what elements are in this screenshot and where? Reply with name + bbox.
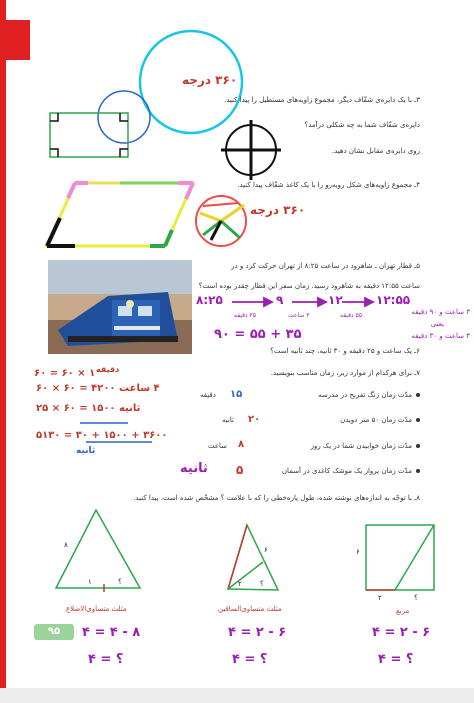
q6-work-2: ۴ ساعت ۴۲۰۰ = ۶۰ × ۶۰	[36, 383, 160, 394]
bottom-bar	[0, 688, 474, 703]
q3-handwritten-answer: ۳۶۰ درجه	[182, 73, 238, 87]
timeline-end: ۱۲:۵۵	[376, 293, 411, 307]
angle-sum-circle	[196, 196, 246, 246]
small-blue-circle	[98, 91, 150, 143]
rectangle-shape	[50, 113, 128, 157]
shape2-label: مثلث متساوی‌الساقین	[218, 605, 282, 613]
q7-title: ۷ـ برای هرکدام از موارد زیر، زمان مناسب بنویسید.	[270, 369, 420, 377]
q5-calc: ۳۵ + ۵۵ = ۹۰	[214, 327, 302, 342]
q7-unit: ساعت	[208, 442, 228, 450]
train-photo	[48, 260, 192, 354]
q6-work-4: ۳۶۰۰ + ۱۵۰۰ + ۳۰ = ۵۱۳۰	[36, 430, 168, 441]
q5-line1: ۵ـ قطار تهران ـ شاهرود در ساعت ۸:۲۵ از تهران حرکت کرد و در	[231, 262, 420, 270]
segment-minutes-2: ۵۵ دقیقه	[340, 312, 362, 319]
q6-work-3: ثانیه ۱۵۰۰ = ۶۰ × ۲۵	[36, 403, 141, 414]
shape1-label: مثلث متساوی‌الاضلاع	[66, 605, 127, 613]
q3-line2: روی دایره‌ی مقابل نشان دهید.	[331, 147, 420, 155]
square-shape	[366, 525, 434, 590]
q7-unit: ثانیه	[222, 416, 234, 424]
shape3-ans: ؟ = ۴	[378, 652, 414, 667]
shape3-base1: ۲	[378, 594, 382, 602]
q7-item: مدّت زمان زنگ تفریح در مدرسه	[318, 391, 420, 399]
shape1-ans: ؟ = ۴	[88, 652, 124, 667]
timeline-start: ۸:۲۵	[196, 293, 223, 307]
shape1-side: ۸	[64, 541, 68, 549]
timeline-9: ۹	[276, 293, 284, 307]
q8-title: ۸ـ با توجّه به اندازه‌های نوشته شده، طول پاره‌خطی را که با علامت ؟ مشخّص شده است، پیدا کنید.	[133, 494, 420, 502]
shape2-eq: ۶ - ۲ = ۴	[228, 625, 287, 640]
q4-title: ۴ـ مجموع زاویه‌های شکل روبه‌رو را با یک کاغذ شفّاف پیدا کنید.	[237, 181, 420, 189]
q7-unit: دقیقه	[200, 391, 216, 399]
timeline-12: ۱۲	[328, 293, 343, 307]
q7-item: مدّت زمان پرواز یک موشک کاغذی در آسمان	[282, 467, 420, 475]
q3-line1: دایره‌ی شفّاف شما به چه شکلی درآمد؟	[304, 121, 420, 129]
q5-note-3: ۴ ساعت و ۳۰ دقیقه	[411, 332, 470, 340]
page-number: ۹۵	[34, 624, 74, 640]
q6-work-4b: ثانیه	[76, 446, 96, 456]
parallelogram-shape	[47, 183, 193, 246]
q5-note-1: ۳ ساعت و ۹۰ دقیقه	[411, 308, 470, 316]
q6-work-1b: ۱ × ۶۰ = ۶۰	[34, 368, 96, 379]
equilateral-triangle	[56, 510, 140, 592]
q7-answer: ۱۵	[230, 389, 243, 400]
shape2-ans: ؟ = ۴	[232, 652, 268, 667]
segment-minutes-1: ۳۵ دقیقه	[234, 312, 256, 319]
q6-work-1a: دقیقه	[96, 365, 120, 374]
q7-answer: ۵	[236, 463, 244, 477]
q7-item: مدّت زمان ۵۰ متر دویدن	[340, 416, 420, 424]
q7-answer: ۸	[238, 439, 245, 450]
segment-hours: ۳ ساعت	[288, 312, 310, 319]
shape3-side: ۶	[356, 548, 360, 556]
q7-answer: ۲۰	[248, 414, 261, 425]
shape2-side: ۶	[264, 546, 268, 554]
isosceles-triangle	[228, 525, 278, 590]
shape1-eq: ۸ - ۴ = ۴	[82, 625, 141, 640]
shape3-base2: ؟	[414, 594, 418, 602]
shape2-base2: ؟	[260, 580, 264, 588]
q3-title: ۳ـ با یک دایره‌ی شفّاف دیگر، مجموع زاویه‌های مستطیل را پیدا کنید.	[224, 96, 420, 104]
shape1-base1: ۱	[88, 578, 92, 586]
timeline-arrows	[232, 298, 373, 306]
shape3-eq: ۶ - ۲ = ۴	[372, 625, 431, 640]
divided-circle	[221, 120, 281, 180]
shape3-label: مربع	[396, 607, 410, 615]
q4-handwritten-answer: ۳۶۰ درجه	[250, 203, 306, 217]
q5-line2: ساعت ۱۲:۵۵ دقیقه به شاهرود رسید. زمان سفر این قطار چقدر بوده است؟	[198, 282, 420, 290]
shape2-base1: ۲	[238, 580, 242, 588]
q5-note-2: یعنی	[430, 320, 444, 328]
q7-unit: ثانیه	[180, 461, 208, 476]
q6-title: ۶ـ یک ساعت و ۲۵ دقیقه و ۳۰ ثانیه، چند ثانیه است؟	[270, 347, 420, 355]
q7-item: مدّت زمان خوابیدن شما در یک روز	[311, 442, 420, 450]
shape1-base2: ؟	[118, 578, 122, 586]
